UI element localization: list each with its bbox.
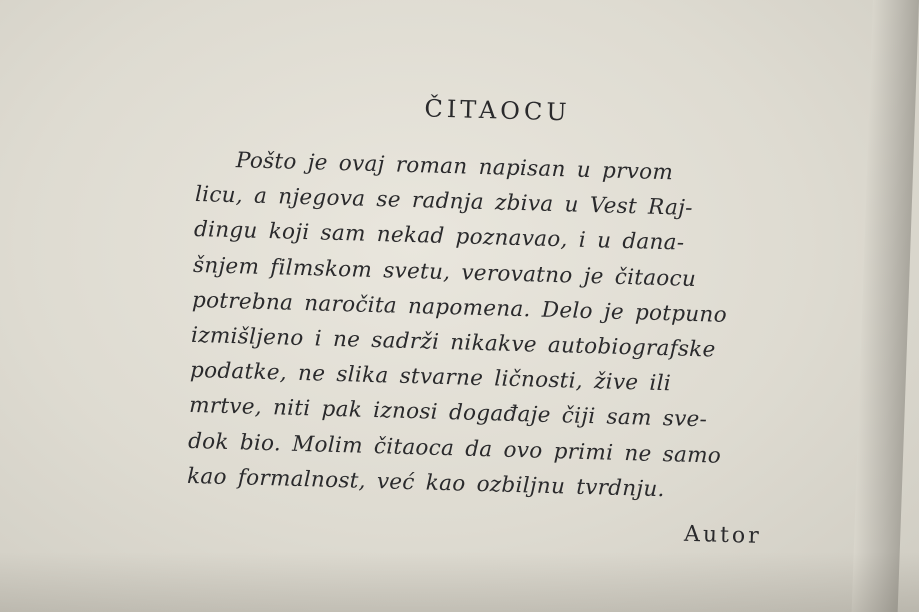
signature: Autor (683, 521, 763, 549)
text-line: šnjem filmskom svetu, verovatno je čitaocu (192, 252, 697, 292)
page-content (186, 88, 778, 549)
text-line: dok bio. Molim čitaoca da ovo primi ne samo (187, 428, 722, 469)
text-line: dingu koji sam nekad poznavao, i u dana- (193, 217, 685, 257)
page-heading: ČITAOCU (424, 94, 571, 127)
text-line: licu, a njegova se radnja zbiva u Vest Raj- (194, 182, 694, 222)
body-paragraph (187, 142, 777, 510)
page-shadow (0, 552, 919, 612)
text-line: izmišljeno i ne sadrži nikakve autobiografske (190, 322, 716, 363)
text-line: potrebna naročita napomena. Delo je potpuno (191, 287, 728, 328)
text-line: kao formalnost, već kao ozbiljnu tvrdnju. (186, 463, 666, 503)
text-line: mrtve, niti pak iznosi događaje čiji sam sve- (188, 393, 708, 433)
text-line: podatke, ne slika stvarne ličnosti, žive ili (189, 358, 672, 397)
page-edge (852, 0, 919, 612)
text-line: Pošto je ovaj roman napisan u prvom (235, 148, 674, 186)
